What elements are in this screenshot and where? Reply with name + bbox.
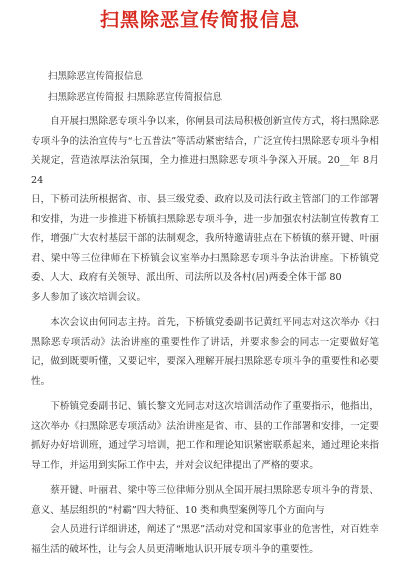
paragraph-intro: 自开展扫黑除恶专项斗争以来，你闸县司法局积极创新宣传方式，将扫黑除恶专项斗争的法治宣传与“七五普法”等活动紧密结合，广泛宣传扫黑除恶专项斗争相关规定，营造浓厚法治氛围，全力推进扫黑除恶专项斗争深入开展。20__年 8月 24 xyxy=(31,116,379,186)
document-title: 扫黑除恶宣传简报信息 xyxy=(99,9,300,31)
paragraph-meeting-opening: 本次会议由何同志主持。首先，下桥镇党委副书记黄红平同志对这次举办《扫黑除恶专项活动》法治讲座的重要性作了讲话，并要求参会的同志一定要做好笔记，做到既要听懂，又要记牢，要深入理解开展扫黑除恶专项斗争的重要性和必要性。 xyxy=(31,317,379,387)
paragraph-attendance: 多人参加了该次培训会议。 xyxy=(31,291,147,303)
paragraph-training-arrangement: 日，下桥司法所根据省、市、县三级党委、政府以及司法行政主管部门的工作部署和安排，为进一步推进下桥镇扫黑除恶专项斗争，进一步加强农村法制宣传教育工作，增强广大农村基层干部的法制观念，我所特邀请驻点在下桥镇的蔡开键、叶丽君、梁中等三位律师在下桥镇会议室举办扫黑除恶专项斗争法治讲座。下桥镇党委、人大、政府有关领导、派出所、司法所以及各村(居)两委全体干部 80 xyxy=(31,194,379,283)
subtitle-line-1: 扫黑除恶宣传简报信息 xyxy=(48,71,144,82)
paragraph-lawyer-lecture: 蔡开键、叶丽君、梁中等三位律师分别从全国开展扫黑除恶专项斗争的背景、意义、基层组织的“村霸”四大特征、10 类和典型案例等几个方面向与 xyxy=(31,485,379,516)
paragraph-lecture-conclusion: 会人员进行详细讲述，阐述了“黑恶”活动对党和国家事业的危害性，对百姓幸福生活的破坏性，让与会人员更清晰地认识开展专项斗争的重要性。 xyxy=(31,524,379,555)
document-body xyxy=(31,112,379,565)
paragraph-mayor-instructions: 下桥镇党委副书记、镇长黎文光同志对这次培训活动作了重要指示，他指出，这次举办《扫黑除恶专项活动》法治讲座是省、市、县的工作部署和安排，一定要抓好办好培训班，通过学习培训，把工作和理论知识紧密联系起来，通过理论来指导工作，并运用到实际工作中去，并对会议纪律提出了严格的要求。 xyxy=(31,401,379,471)
subtitle-line-2: 扫黑除恶宣传简报 扫黑除恶宣传简报信息 xyxy=(48,92,223,103)
